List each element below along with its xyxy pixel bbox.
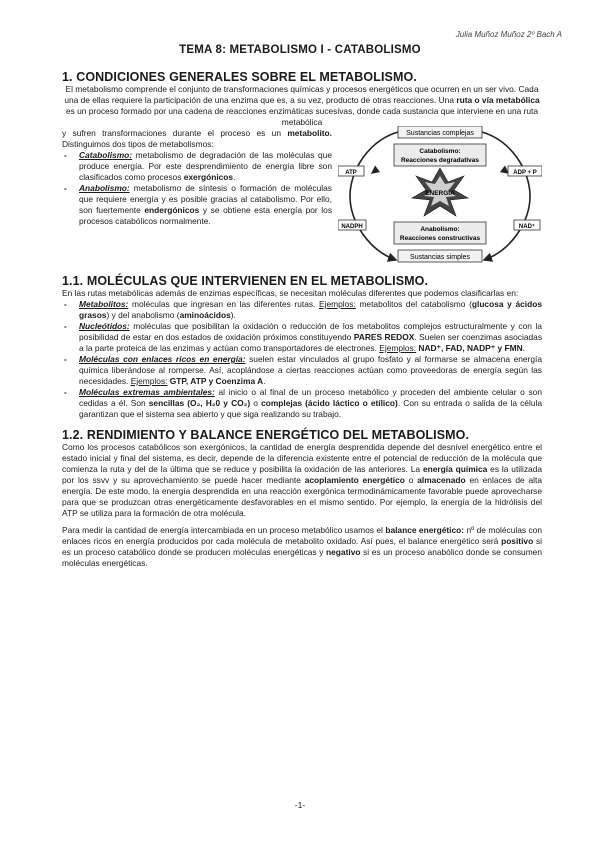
section-1-2-heading: 1.2. RENDIMIENTO Y BALANCE ENERGÉTICO DEL METABOLISMO. [62,428,470,442]
energy-label: ENERGÍA [425,190,455,197]
simple-substances-label: Sustancias simples [410,254,470,261]
list-item-nucleotidos: - Nucleótidos: moléculas que posibilitan la oxidación o reducción de los metabolitos complejos estructuralmente y con la posibilidad de estar en dos estados de oxidación próximos constituyendo PARES REDOX. Suelen ser coenzimas asociadas a la parte proteica de las enzimas y actúan como transportadores de electrones. Ejemplos: NAD⁺, FAD, NADP⁺ y FMN. [62,321,542,354]
section-1-heading: 1. CONDICIONES GENERALES SOBRE EL METABOLISMO. [62,70,417,84]
nadph-label: NADPH [341,224,363,230]
section-1-2-paragraph-2: Para medir la cantidad de energía intercambiada en un proceso metabólico usamos el balance energético: nº de moléculas con enlaces ricos en energía producidos por cada molécula de metabolito oxidado. Así pues, el balance energético será positivo si es un proceso catabólico donde se producen moléculas energéticas y negativo si es un proceso anabólico donde se consumen moléculas energéticas. [62,525,543,568]
metabolism-list [62,150,332,227]
adp-label: ADP + P [513,170,537,176]
simple-substances-box [398,250,482,262]
list-item-enlaces-ricos: - Moléculas con enlaces ricos en energía: suelen estar vinculados al grupo fosfato y al formarse se almacena energía química liberándose al romperse. Así, acoplándose a ciertas reacciones actúan como proveedoras de energía según las necesidades. Ejemplos: GTP, ATP y Coenzima A. [62,354,542,387]
complex-substances-box [398,126,482,138]
catabolism-title: Catabolismo: [419,148,461,155]
anabolism-title: Anabolismo: [420,226,460,233]
molecules-list [62,299,542,420]
atp-label: ATP [345,170,357,176]
content [62,70,542,569]
section-1-1-intro: En las rutas metabólicas además de enzimas específicas, se necesitan moléculas diferentes que podemos clasificarlas en: [62,288,519,298]
metabolism-split [62,128,542,266]
complex-substances-label: Sustancias complejas [406,130,474,137]
list-item-extremas-ambientales: - Moléculas extremas ambientales: al inicio o al final de un proceso metabólico y proceden del ambiente celular o son cedidas a él. Son sencillas (O₂, H₂0 y CO₂) o complejas (ácido láctico o etílico). Con su entrada o salida de la célula garantizan que el sistema sea abierto y que siga realizando su trabajo. [62,387,542,420]
list-item-metabolitos: - Metabolitos: moléculas que ingresan en las diferentes rutas. Ejemplos: metabolitos del catabolismo (glucosa y ácidos grasos) y del anabolismo (aminoácidos). [62,299,542,321]
metabolism-types [62,128,332,266]
anabolism-box [394,222,486,244]
list-item-anabolismo: - Anabolismo: metabolismo de síntesis o formación de moléculas que requiere energía y es posible gracias al catabolismo. Por ello, son fuertemente endergónicos y se obtiene esta energía por los procesos catabólicos normalmente. [62,183,332,227]
catabolism-box [394,144,486,166]
section-1-paragraph: El metabolismo comprende el conjunto de transformaciones químicas y procesos energéticos que ocurren en un ser vivo. Cada una de ellas requiere la participación de una enzima que es, a su vez, producto de otras reacciones. Una ruta o vía metabólica es un proceso formado por una cadena de reacciones enzimáticas sucesivas, donde cada sustancia que interviene en una ruta metabólica [64,84,540,127]
header-author: Julia Muñoz Muñoz 2º Bach A [455,30,562,39]
section-1-2-paragraph-1: Como los procesos catabólicos son exergónicos, la cantidad de energía desprendida depende del desnivel energético entre el estado inicial y final del sistema, es decir, depende de la diferencia existente entre el potencial de reducción de la molécula que comienza la ruta y del de la última que se reduce y posibilita la oxidación de las anteriores. La energía química es la utilizada por los ssvv y su aprovechamiento se puede hacer mediante acoplamiento energético o almacenado en enlaces de alta energía. De este modo, la energía desprendida en una reacción exergónica termodinámicamente favorable puede aprovecharse para que se produzcan otras energéticamente desfavorables en el mismo sentido. Por ejemplo, la energía de la hidrólisis del ATP se utiliza para la formación de otra molécula. [62,442,543,518]
metabolism-diagram [338,126,542,266]
list-item-catabolismo: - Catabolismo: metabolismo de degradación de las moléculas que produce energía. Por este desprendimiento de energía libre son clasificados como procesos exergónicos. [62,150,332,183]
nad-label: NAD⁺ [518,224,536,230]
page-title: TEMA 8: METABOLISMO I - CATABOLISMO [179,44,421,56]
energy-burst [412,168,468,216]
nad-box [514,220,540,230]
page-number: -1- [294,800,306,810]
atp-box [338,166,364,176]
catabolism-subtitle: Reacciones degradativas [400,157,480,164]
metabolite-paragraph: y sufren transformaciones durante el proceso es un metabolito. Distinguimos dos tipos de metabolismos: [62,128,332,149]
nadph-box [338,220,366,230]
adp-box [508,166,542,176]
anabolism-subtitle: Reacciones constructivas [399,235,481,242]
section-1-1-heading: 1.1. MOLÉCULAS QUE INTERVIENEN EN EL METABOLISMO. [62,274,429,288]
